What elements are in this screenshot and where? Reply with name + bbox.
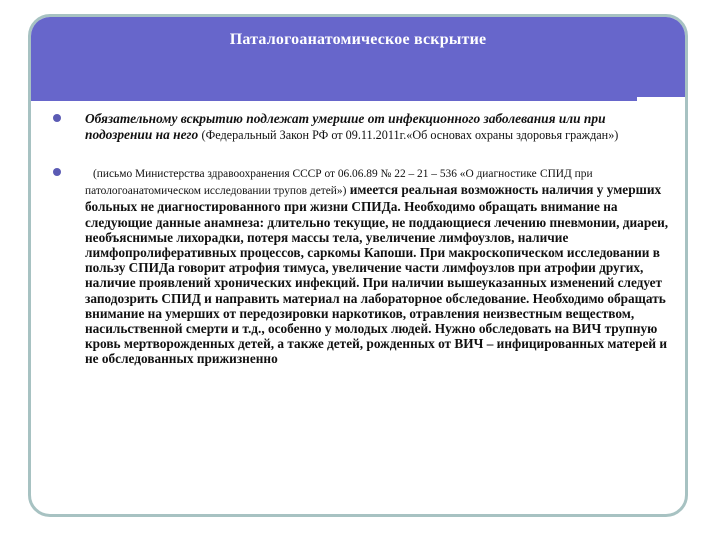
slide-frame xyxy=(28,14,688,517)
ministry-letter-reference-rest: СПИД при патологоанатомическом исследовании трупов детей») xyxy=(85,168,593,198)
title-header-band xyxy=(31,17,685,97)
slide-content xyxy=(49,111,675,367)
bullet-dot-icon xyxy=(53,168,61,176)
bullet-dot-icon xyxy=(53,114,61,122)
title-underline-rule xyxy=(31,97,637,101)
law-reference: (Федеральный Закон РФ от 09.11.2011г.«Об основах охраны здоровья граждан») xyxy=(201,128,619,142)
bullet-item-mandatory-autopsy xyxy=(49,111,675,143)
ministry-letter-reference: (письмо Министерства здравоохранения СССР от 06.06.89 № 22 – 21 – 536 «О диагностике xyxy=(93,168,537,180)
hiv-diagnostics-body: имеется реальная возможность наличия у умерших больных не диагностированного при жизни СПИДа. Необходимо обращать внимание на следующие данные анамнеза: длительно текущие, не поддающиеся лечению пневмонии, диареи, необъяснимые лихорадки, потеря массы тела, увеличение лимфоузлов, наличие лимфопролиферативных процессов, саркомы Капоши. При макроскопическом исследовании в пользу СПИДа говорит атрофия тимуса, увеличение части лимфоузлов при атрофии других, наличие проявлений хронических инфекций. При наличии вышеуказанных изменений следует заподозрить СПИД и направить материал на лабораторное обследование. Необходимо обращать внимание на умерших от передозировки наркотиков, отравления неизвестным веществом, насильственной смерти и т.д., особенно у молодых людей. Нужно обследовать на ВИЧ трупную кровь мертворожденных детей, а также детей, рожденных от ВИЧ – инфицированных матерей и не обследованных прижизненно xyxy=(85,182,669,367)
bullet-lead-text: Обязательному вскрытию подлежат умершие от инфекционного заболевания или при подозрении на него xyxy=(85,111,606,142)
slide-title: Паталогоанатомическое вскрытие xyxy=(229,31,487,48)
bullet-item-hiv-diagnostics xyxy=(49,165,675,367)
